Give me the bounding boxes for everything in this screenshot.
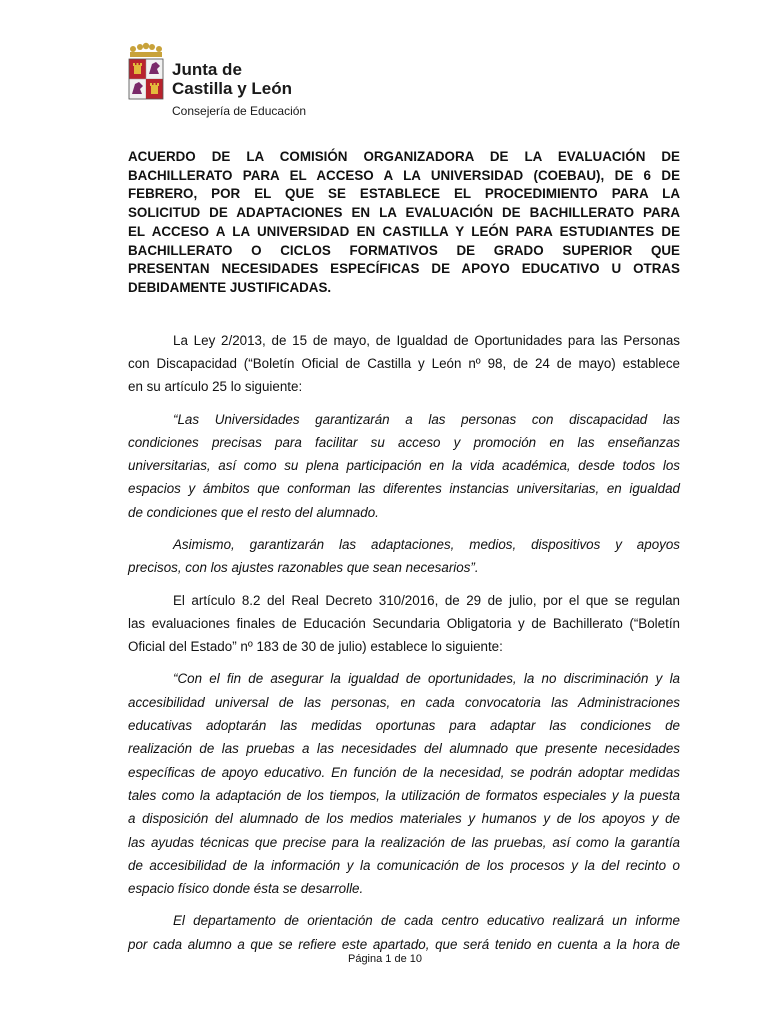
paragraph-line: El artículo 8.2 del Real Decreto 310/2016, de 29 de julio, por el que se regulan xyxy=(173,592,680,608)
paragraph-line: “Las Universidades garantizarán a las personas con discapacidad las xyxy=(173,411,680,427)
title-line: FEBRERO, POR EL QUE SE ESTABLECE EL PROCEDIMIENTO PARA LA xyxy=(128,186,680,202)
paragraph-line: a disposición del alumnado de los medios materiales y humanos y de los apoyos y de xyxy=(128,811,680,827)
title-line: SOLICITUD DE ADAPTACIONES EN LA EVALUACIÓN DE BACHILLERATO PARA xyxy=(128,205,680,221)
paragraph-ley-2-2013 xyxy=(128,329,680,399)
title-line: DEBIDAMENTE JUSTIFICADAS. xyxy=(128,279,332,295)
paragraph-line: en su artículo 25 lo siguiente: xyxy=(128,379,303,395)
institution-logo xyxy=(126,42,366,122)
document-content xyxy=(128,148,680,965)
paragraph-line: universitarias, así como su plena participación en la vida académica, desde todos los xyxy=(128,458,680,474)
title-line: BACHILLERATO O CICLOS FORMATIVOS DE GRADO SUPERIOR QUE xyxy=(128,242,680,258)
paragraph-line: por cada alumno a que se refiere este apartado, que será tenido en cuenta a la hora de xyxy=(128,936,680,952)
paragraph-line: espacio físico donde ésta se desarrolle. xyxy=(128,881,364,897)
title-line: EL ACCESO A LA UNIVERSIDAD EN CASTILLA Y LEÓN PARA ESTUDIANTES DE xyxy=(128,223,680,239)
quote-paragraph-asimismo xyxy=(128,533,680,580)
paragraph-line: precisos, con los ajustes razonables que sean necesarios”. xyxy=(128,560,479,576)
title-line: BACHILLERATO PARA EL ACCESO A LA UNIVERSIDAD (COEBAU), DE 6 DE xyxy=(128,167,680,183)
paragraph-line: con Discapacidad (“Boletín Oficial de Castilla y León nº 98, de 24 de mayo) establece xyxy=(128,355,680,371)
paragraph-line: El departamento de orientación de cada centro educativo realizará un informe xyxy=(173,913,680,929)
paragraph-line: las evaluaciones finales de Educación Secundaria Obligatoria y de Bachillerato (“Boletín xyxy=(128,615,680,631)
page-number: Página 1 de 10 xyxy=(347,953,422,965)
paragraph-line: las ayudas técnicas que precise para la realización de las pruebas, así como la garantía xyxy=(128,834,680,850)
paragraph-line: de condiciones que el resto del alumnado. xyxy=(128,504,379,520)
paragraph-line: Oficial del Estado” nº 183 de 30 de julio) establece lo siguiente: xyxy=(128,639,503,655)
paragraph-line: espacios y ámbitos que conforman las diferentes instancias universitarias, en igualdad xyxy=(128,481,680,497)
paragraph-line: educativas adoptarán las medidas oportunas para adaptar las condiciones de xyxy=(128,718,680,734)
paragraph-line: La Ley 2/2013, de 15 de mayo, de Igualdad de Oportunidades para las Personas xyxy=(173,332,680,348)
title-line: PRESENTAN NECESIDADES ESPECÍFICAS DE APOYO EDUCATIVO U OTRAS xyxy=(128,261,680,277)
paragraph-line: accesibilidad universal de las personas, en cada convocatoria las Administraciones xyxy=(128,694,680,710)
paragraph-real-decreto xyxy=(128,589,680,659)
paragraph-line: tales como la adaptación de los tiempos, la utilización de formatos especiales y la puesta xyxy=(128,787,680,803)
paragraph-line: Asimismo, garantizarán las adaptaciones, medios, dispositivos y apoyos xyxy=(173,537,680,552)
paragraph-line: de accesibilidad de la información y la comunicación de los procesos y la del recinto o xyxy=(128,857,680,873)
quote-paragraph-universidades xyxy=(128,408,680,524)
institution-name-line2: Castilla y León xyxy=(172,79,292,98)
quote-paragraph-igualdad xyxy=(128,667,680,900)
document-title xyxy=(128,148,680,298)
institution-name-line1: Junta de xyxy=(172,60,242,79)
paragraph-line: condiciones precisas para facilitar su acceso y promoción en las enseñanzas xyxy=(128,434,680,450)
paragraph-line: específicas de apoyo educativo. En función de la necesidad, se podrán adoptar medidas xyxy=(128,764,680,780)
paragraph-line: realización de las pruebas a las necesidades del alumnado que presente necesidades xyxy=(128,741,680,757)
paragraph-line: “Con el fin de asegurar la igualdad de oportunidades, la no discriminación y la xyxy=(173,671,680,687)
title-line: ACUERDO DE LA COMISIÓN ORGANIZADORA DE LA EVALUACIÓN DE xyxy=(128,149,680,164)
quote-paragraph-departamento xyxy=(128,909,680,956)
castilla-leon-coat-of-arms-icon xyxy=(126,42,166,104)
document-body xyxy=(128,329,680,956)
department-name: Consejería de Educación xyxy=(172,104,307,118)
